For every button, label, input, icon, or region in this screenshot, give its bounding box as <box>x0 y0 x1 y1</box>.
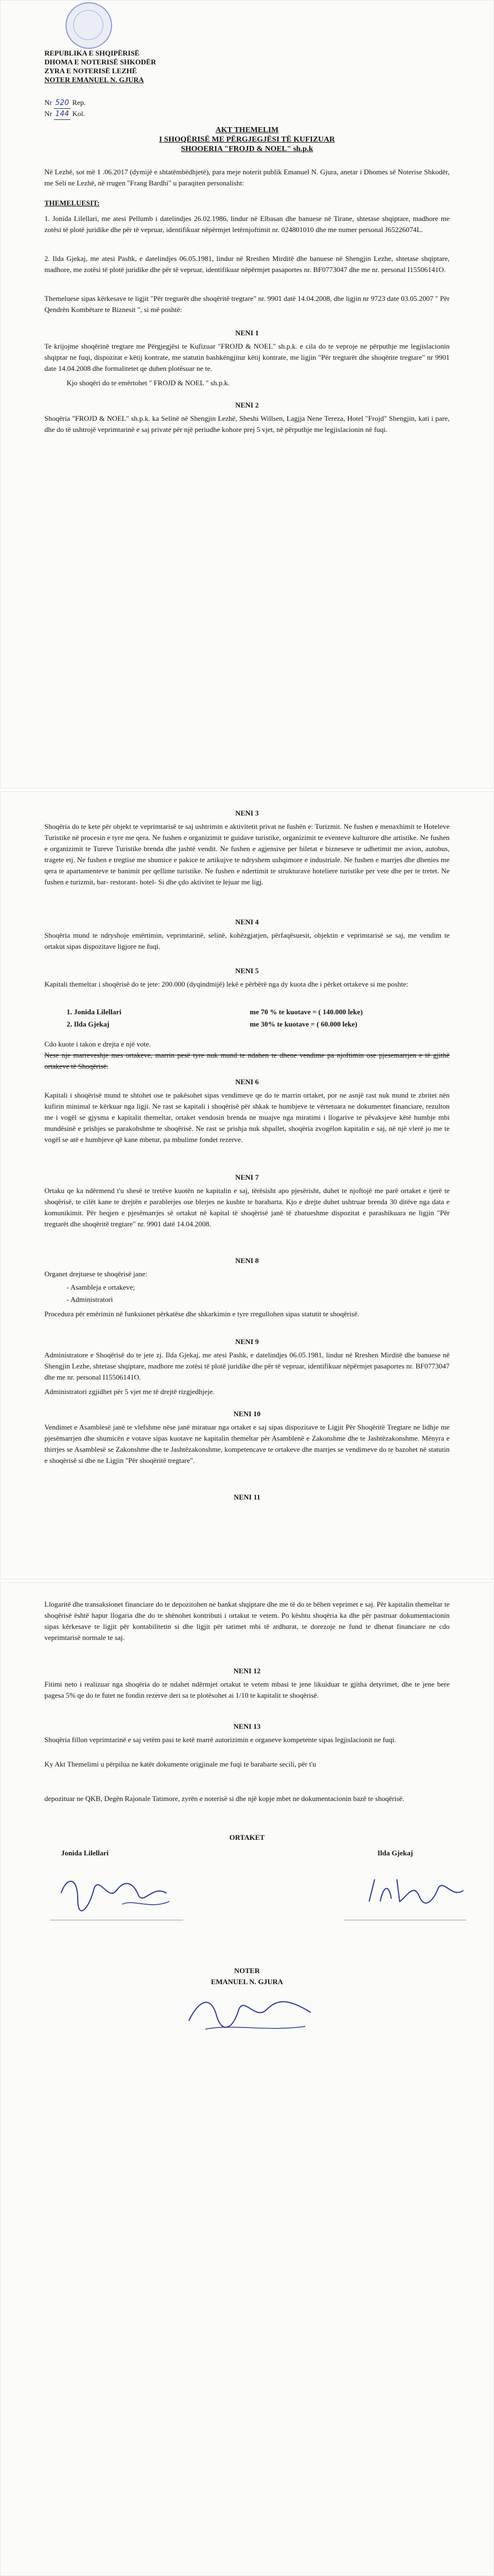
article-8-item-1: - Asambleja e ortakeve; <box>67 1283 135 1291</box>
article-7-title: NENI 7 <box>235 1173 259 1181</box>
article-8-intro: Organet drejtuese te shoqërisë jane: <box>44 1270 148 1278</box>
article-12-title: NENI 12 <box>233 1667 261 1675</box>
signer-2-name: Ilda Gjekaj <box>377 1849 413 1857</box>
header-republic: REPUBLIKA E SHQIPËRISË <box>44 49 140 57</box>
signer-1-name: Jonida Lilellari <box>61 1849 109 1857</box>
article-10-title: NENI 10 <box>233 1410 261 1418</box>
article-2-title: NENI 2 <box>235 401 259 409</box>
article-4-text: Shoqëria mund te ndryshoje emërtimin, veprimtarinë, selinë, kohëzgjatjen, përfaqësuesit, objektin e veprimtarisë se saj, me vendim te ortakut sipas dispozitave ligjore ne fuqi. <box>44 931 450 950</box>
article-2-text: Shoqëria "FROJD & NOEL" sh.p.k. ka Selinë në Shengjin Lezhë, Sheshi Willsen, Lagjja Nene Tereza, Hotel "Frojd" Shengjin, kati i pare, dhe do të ushtrojë veprimtarinë e saj private për një periudhe kohore prej 5 vjet, në përputhje me legjislacionin në fuqi. <box>44 414 450 434</box>
article-9-sub: Administratori zgjidhet për 5 vjet me të drejtë rizgjedhjeje. <box>44 1387 215 1396</box>
article-3-text: Shoqëria do te kete për objekt te veprimtarisë te saj ushtrimin e aktivitetit privat ne fushën e: Turizmit. Ne fushen e menaxhimit te Hoteleve Turistike në procesin e tyre me qera. Ne fushen e organizimit te guidave turistike, organizimit te eventeve kulturore dhe artistike. Ne fushen e organizimit te Tureve Turistike brenda dhe jashtë vendit. Ne fushen e agjensive per biletat e bizneseve te udhetimit me avion, autobus, tragete etj. Ne fushen e tregtise me shumice e pakice te artikujve te ndryshem ushqimore e industriale. Ne fushen e marrjes dhe dhenies me qera te apartamenteve te banimit per qellime turistike. Ne fushen e ndertimit te strukturave hoteliere turistike per vete dhe per te tretet. Ne fushen e turizmit, bar- restorant- hotel- Si dhe çdo aktivitet te lejuar me ligj. <box>44 822 450 886</box>
article-5-after-2: Nese nje marreveshje mes ortakeve, marrin pesë tyre nuk mund te ndahen te dhene vendime pa njoftimin ose pjesemarrjen e të gjithë ortakeve të Shoqërisë. <box>44 1051 450 1070</box>
article-9-title: NENI 9 <box>235 1337 259 1346</box>
article-5-text: Kapitali themeltar i shoqërisë do te jete: 200.000 (dyqindmijë) lekë e përbërë nga dy kuota dhe i përket ortakeve si me poshte: <box>44 980 409 988</box>
article-8-text: Procedura për emërimin në funksionet përkatëse dhe shkarkimin e tyre rregullohen sipas statutit te shoqërisë. <box>44 1310 360 1318</box>
share-2-value: me 30% te kuotave = ( 60.000 leke) <box>250 1020 357 1028</box>
article-5-title: NENI 5 <box>235 967 259 975</box>
rep-number: Nr 520 Rep. <box>44 98 85 109</box>
document-page-2 <box>0 791 494 1579</box>
notary-signature-icon <box>183 1988 316 2042</box>
article-6-title: NENI 6 <box>235 1078 259 1086</box>
article-13-title: NENI 13 <box>233 1722 261 1730</box>
article-11-title: NENI 11 <box>233 1493 261 1501</box>
doc-subtitle: I SHOQËRISË ME PËRGJEGJËSI TË KUFIZUAR <box>159 135 335 144</box>
article-8-title: NENI 8 <box>235 1256 259 1265</box>
article-10-text: Vendimet e Asamblesë janë te vlefshme nëse janë miratuar nga ortaket e saj sipas dispozitave te Ligjit Për Shoqëritë Tregtare ne lidhje me pjesëmarrjen dhe shumicën e votave sipas kuotave ne kapitalin themeltar për Asamblenë e Zakonshme dhe te Jashtëzakonshme. Mënyra e thirrjes se Asamblesë se Zakonshme dhe te Jashtëzakonshme, kompetencave te ortakeve dhe marrjes se vendimeve do te bazohet në statutin e shoqërisë si dhe ne Ligjin "Për shoqëritë tregtare". <box>44 1423 450 1465</box>
header-notary: NOTER EMANUEL N. GJURA <box>44 76 144 84</box>
register-note: Themeluese sipas kërkesave te ligjit "Për tregtarët dhe shoqëritë tregtare" nr. 9901 datë 14.04.2008, dhe ligjin nr 9723 date 03.05.2007 " Për Qendrën Kombëtare te Biznesit ", si më poshtë: <box>44 294 450 314</box>
noter-name: EMANUEL N. GJURA <box>211 1978 283 1986</box>
article-6-text: Kapitali i shoqërisë mund te shtohet ose te pakësohet sipas vendimeve qe do te marrin ortaket, por ne asnjë rast nuk mund te zbritet nën kufirin minimal te kërkuar nga ligji. Ne rast se kapitali i shoqërisë për shkak te humbjeve te vërtetuara ne dokumentet financiare, rezulton me i vogël se gjysma e kapitalit themeltar, ortaket vendosin brenda ne muajve nga miratimi i llogarive te pëvaksjeve këtë humbje mbi mundësinë e prishjes se parakohshme te shoqërisë. Ne rast se prishja nuk shpallet, shoqëria zvogëlon kapitalin e saj, në një vlerë jo me te vogël se atë e humbjeve që kane mbetur, pa mbulime fondet rezerve. <box>44 1091 450 1144</box>
document-page-3 <box>0 1582 494 2576</box>
founders-label: THEMELUESIT: <box>44 199 100 207</box>
founder-2: 2. Ilda Gjekaj, me atesi Pashk, e datelindjes 06.05.1981, lindur në Rreshen Mirditë dhe banuese në Shengjin Lezhe, shtetase shqiptare, madhore, me zotësi të plotë juridike dhe për të vepruar, identifikuar nëpërmjet pasaportes nr. BF0773047 dhe me nr. personal I15506141O. <box>44 254 450 274</box>
closing-paragraph: depozituar ne QKB, Degën Rajonale Tatimore, zyrën e noterisë si dhe një kopje mbet ne dokumentacionin bazë te shoqërisë. <box>44 1794 405 1803</box>
founder-1: 1. Jonida Lilellari, me atesi Pellumb i datelindjes 26.02.1986, lindur në Elbasan dhe banuese në Tirane, shtetase shqiptare, madhore me zotësi të plotë juridike dhe për të vepruar, identifikuar nëpërmjet letërnjoftimit nr. 024801010 dhe me numer personal J65226074L. <box>44 214 450 234</box>
document-page-1 <box>0 0 494 788</box>
intro-paragraph: Në Lezhë, sot më 1 .06.2017 (dymijë e shtatëmbëdhjetë), para meje noterit publik Emanuel N. Gjura, anetar i Dhomes së Noterise Shkodër, me Seli ne Lezhë, në rrugen "Frang Bardhi" u paraqiten personalisht: <box>44 168 450 187</box>
article-4-title: NENI 4 <box>235 918 259 926</box>
doc-company-name: SHOOERIA "FROJD & NOEL" sh.p.k <box>180 145 314 153</box>
kol-number: Nr 144 Kol. <box>44 109 85 120</box>
article-5-after-1: Cdo kuote i takon e drejta e një vote. <box>44 1040 151 1048</box>
share-1-value: me 70 % te kuotave = ( 140.000 leke) <box>250 1008 363 1016</box>
share-1-name: 1. Jonida Lilellari <box>67 1008 122 1016</box>
article-13-text: Shoqëria fillon veprimtarinë e saj vetëm pasi te ketë marrë autorizimin e organeve kompetente sipas legjislacionit ne fuqi. <box>44 1735 396 1744</box>
article-11-text: Llogaritë dhe transaksionet financiare do te depozitohen ne bankat shqiptare dhe me të do te bëhen veprimet e saj. Për kapitalin themeltar te shoqërisë është hapur llogaria dhe do te shënohet kontributi i ortakut te vetem. Po kështu shoqëria ka dhe për pastruar dokumentacionin sipas kërkesave te ligjit për kontabilitetin si dhe ligjit për tatimet mbi të ardhurat, te dorezoje ne fund te dhenat financiare ne cdo veprimtarisë normale te saj. <box>44 1600 450 1642</box>
article-1-sub: Kjo shoqëri do te emërtohet " FROJD & NOEL " sh.p.k. <box>67 379 230 387</box>
header-office: ZYRA E NOTERISË LEZHË <box>44 67 137 75</box>
ortaket-label: ORTAKET <box>229 1833 265 1842</box>
signature-2-icon <box>361 1871 472 1920</box>
header-chamber: DHOMA E NOTERISË SHKODËR <box>44 58 157 66</box>
signature-1-icon <box>56 1871 178 1920</box>
article-12-text: Fitimi neto i realizuar nga shoqëria do te ndahet ndërmjet ortakut te vetem mbasi te jene likuiduar te gjitha detyrimet, dhe te jene bere pagesa 5% qe do te futet ne fondin rezerve deri sa te plotësohet ai 1/10 te kapitalit te shoqërisë. <box>44 1680 450 1699</box>
article-8-item-2: - Administratori <box>67 1295 113 1304</box>
article-1-text: Te krijojme shoqërinë tregtare me Përgjegjësi te Kufizuar "FROJD & NOEL" sh.p.k. e cila do te veproje ne përputhje me legjislacionin shqiptar ne fuqi, dispozitat e këtij kontrate, me statutin bashkëngjitur këtij kontrate, me ligjin "Për tregtarët dhe shoqërite tregtare" nr 9901 date 14.04.2008 dhe formalitetet qe duhen plotësuar ne te. <box>44 342 450 373</box>
doc-title: AKT THEMELIM <box>215 126 279 134</box>
official-seal-icon <box>65 2 112 49</box>
article-13-sub: Ky Akt Themelimi u përpilua ne katër dokumente origjinale me fuqi te barabarte secili, për t'u <box>44 1760 316 1768</box>
article-9-text: Administratore e Shoqërisë do te jete zj. Ilda Gjekaj, me atesi Pashk, e datelindjes 06.05.1981, lindur në Rreshen Mirditë dhe banuese në Shengjin Lezhe, shtetase shqiptare, madhore me zotësi të plotë juridike dhe për të vepruar, identifikuar nëpërmjet pasaportes nr. BF0773047 dhe me nr. personal I15506141O. <box>44 1351 450 1381</box>
noter-label: NOTER <box>234 1966 260 1975</box>
share-2-name: 2. Ilda Gjekaj <box>67 1020 109 1028</box>
article-1-title: NENI 1 <box>235 329 259 337</box>
article-3-title: NENI 3 <box>235 809 259 817</box>
article-7-text: Ortaku qe ka ndërmend t'u shesë te tretëve kuotën ne kapitalin e saj, tërësisht apo pjesërisht, duhet te njoftojë me parë ortaket e tjerë te shoqërisë, te cilët kane te drejtën e parablerjes ose blerjes ne kushte te barabarta. Kjo e drejte duhet ushtruar brenda 30 ditëve nga data e komunikimit. Për heqjen e pjesëmarrjes së ortakut në kapital të shoqërisë janë të zbatueshme dispozitat e parashikuara ne ligjin "Për tregtarët dhe shoqëritë tregtare" nr. 9901 datë 14.04.2008. <box>44 1186 450 1228</box>
